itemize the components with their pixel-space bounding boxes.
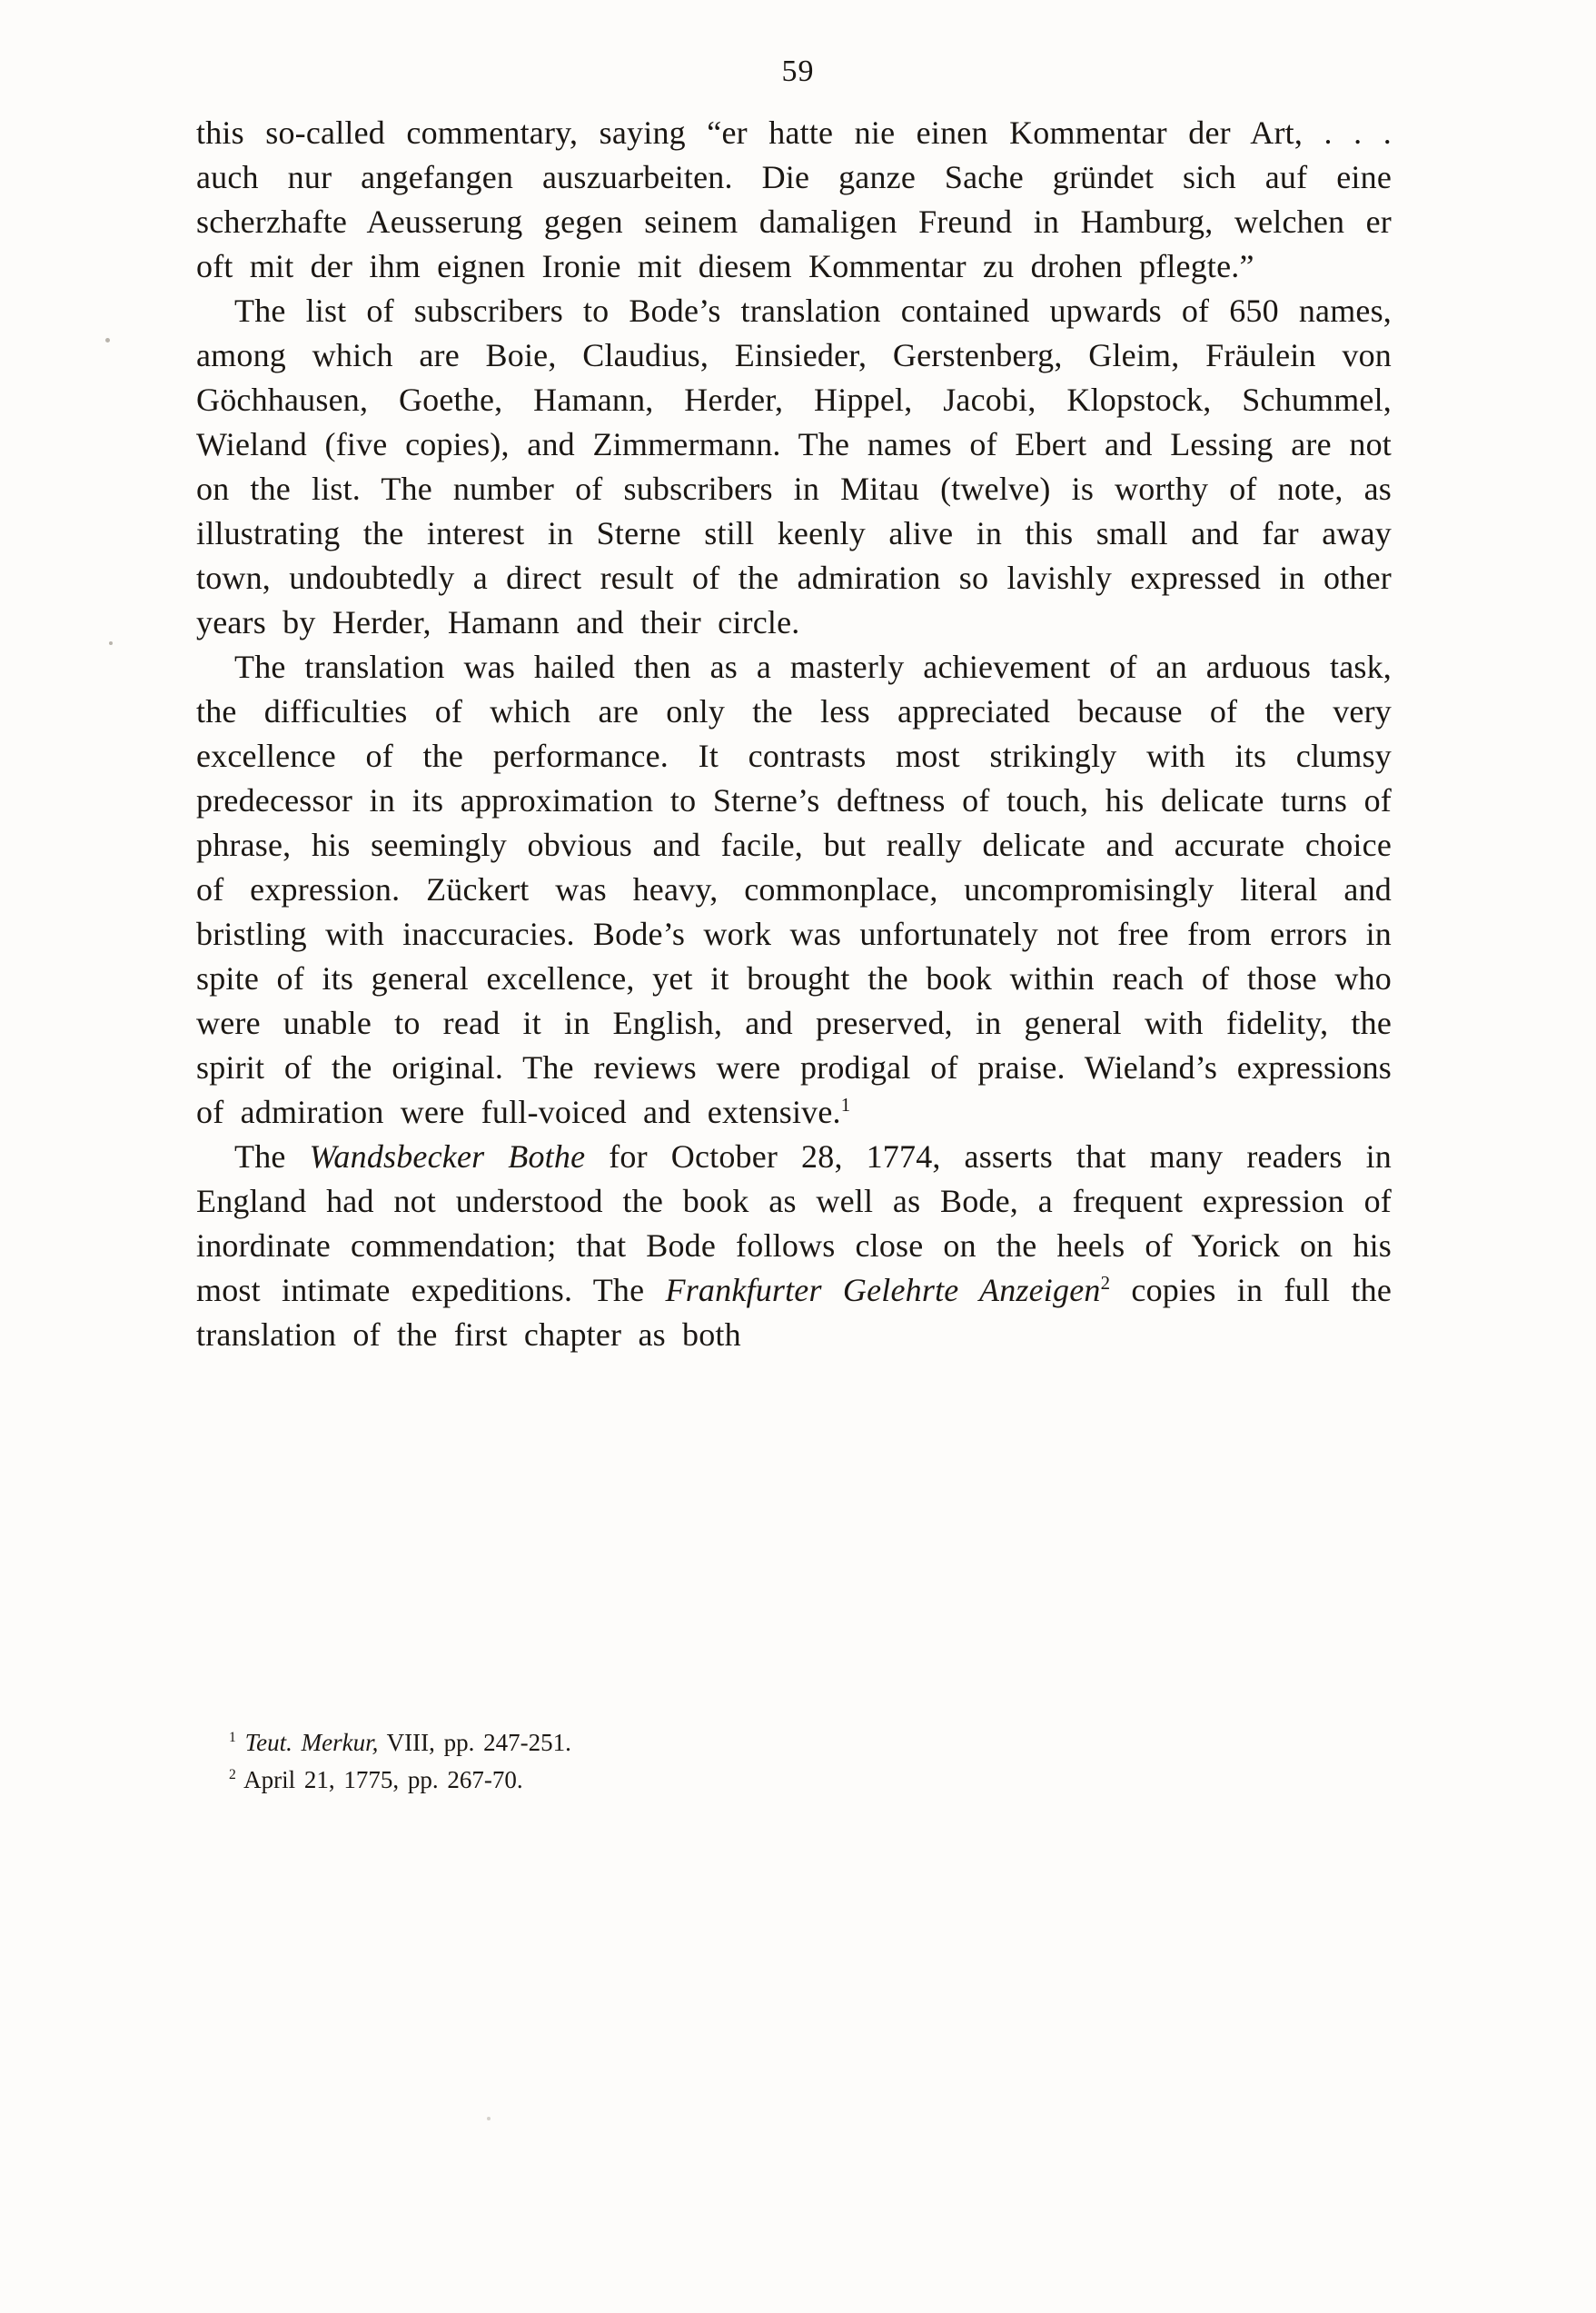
scan-speck: [105, 338, 110, 342]
paragraph: [196, 111, 1392, 289]
footnote: [229, 1762, 1392, 1799]
footnote-marker: 1: [229, 1730, 236, 1745]
scan-speck: [109, 641, 113, 645]
footnote-marker: 2: [1100, 1272, 1111, 1294]
text-run: Frankfurter Gelehrte Anzeigen: [665, 1272, 1101, 1308]
paragraph: [196, 1135, 1392, 1357]
paragraph: [196, 289, 1392, 645]
body-text: [196, 111, 1392, 1357]
footnotes: [229, 1724, 1392, 1799]
text-run: The translation was hailed then as a masterly achievement of an arduous task, the difficulties of which are only the less appreciated because of the very excellence of the performance. It contrasts most strikingly with its clumsy predecessor in its approximation to Sterne’s deftness of touch, his delicate turns of phrase, his seemingly obvious and facile, but really delicate and accurate choice of expression. Zückert was heavy, commonplace, uncompromisingly literal and bristling with inaccuracies. Bode’s work was unfortunately not free from errors in spite of its general excellence, yet it brought the book within reach of those who were unable to read it in English, and preserved, in general with fidelity, the spirit of the original. The reviews were prodigal of praise. Wieland’s expressions of admiration were full-voiced and extensive.: [196, 649, 1392, 1130]
page-number: 59: [781, 55, 815, 88]
text-run: The list of subscribers to Bode’s translation contained upwards of 650 names, among which are Boie, Claudius, Einsieder, Gerstenberg, Gleim, Fräulein von Göchhausen, Goethe, Hamann, Herder, Hippel, Jacobi, Klopstock, Schummel, Wieland (five copies), and Zimmermann. The names of Ebert and Lessing are not on the list. The number of subscribers in Mitau (twelve) is worthy of note, as illustrating the interest in Sterne still keenly alive in this small and far away town, undoubtedly a direct result of the admiration so lavishly expressed in other years by Herder, Hamann and their circle.: [196, 293, 1392, 640]
footnote-marker: 1: [840, 1094, 851, 1116]
text-run: Wandsbecker Bothe: [309, 1138, 586, 1175]
text-run: The: [234, 1138, 310, 1175]
text-run: VIII, pp. 247-251.: [378, 1729, 571, 1756]
paragraph: [196, 645, 1392, 1135]
text-run: copies in full the translation of the first chapter as both: [196, 1272, 1392, 1353]
footnote-marker: 2: [229, 1767, 236, 1782]
text-run: Teut. Merkur,: [235, 1729, 379, 1756]
text-run: April 21, 1775, pp. 267-70.: [235, 1766, 523, 1793]
text-run: for October 28, 1774, asserts that many readers in England had not understood the book as well as Bode, a frequent expression of inordinate commendation; that Bode follows close on the heels of Yorick on his most intimate expeditions. The: [196, 1138, 1392, 1308]
text-run: this so-called commentary, saying “er hatte nie einen Kommentar der Art, . . . auch nur angefangen auszuarbeiten. Die ganze Sache gründet sich auf eine scherzhafte Aeusserung gegen seinem damaligen Freund in Hamburg, welchen er oft mit der ihm eignen Ironie mit diesem Kommentar zu drohen pflegte.”: [196, 114, 1392, 284]
footnote: [229, 1724, 1392, 1762]
scan-speck: [487, 2117, 491, 2120]
